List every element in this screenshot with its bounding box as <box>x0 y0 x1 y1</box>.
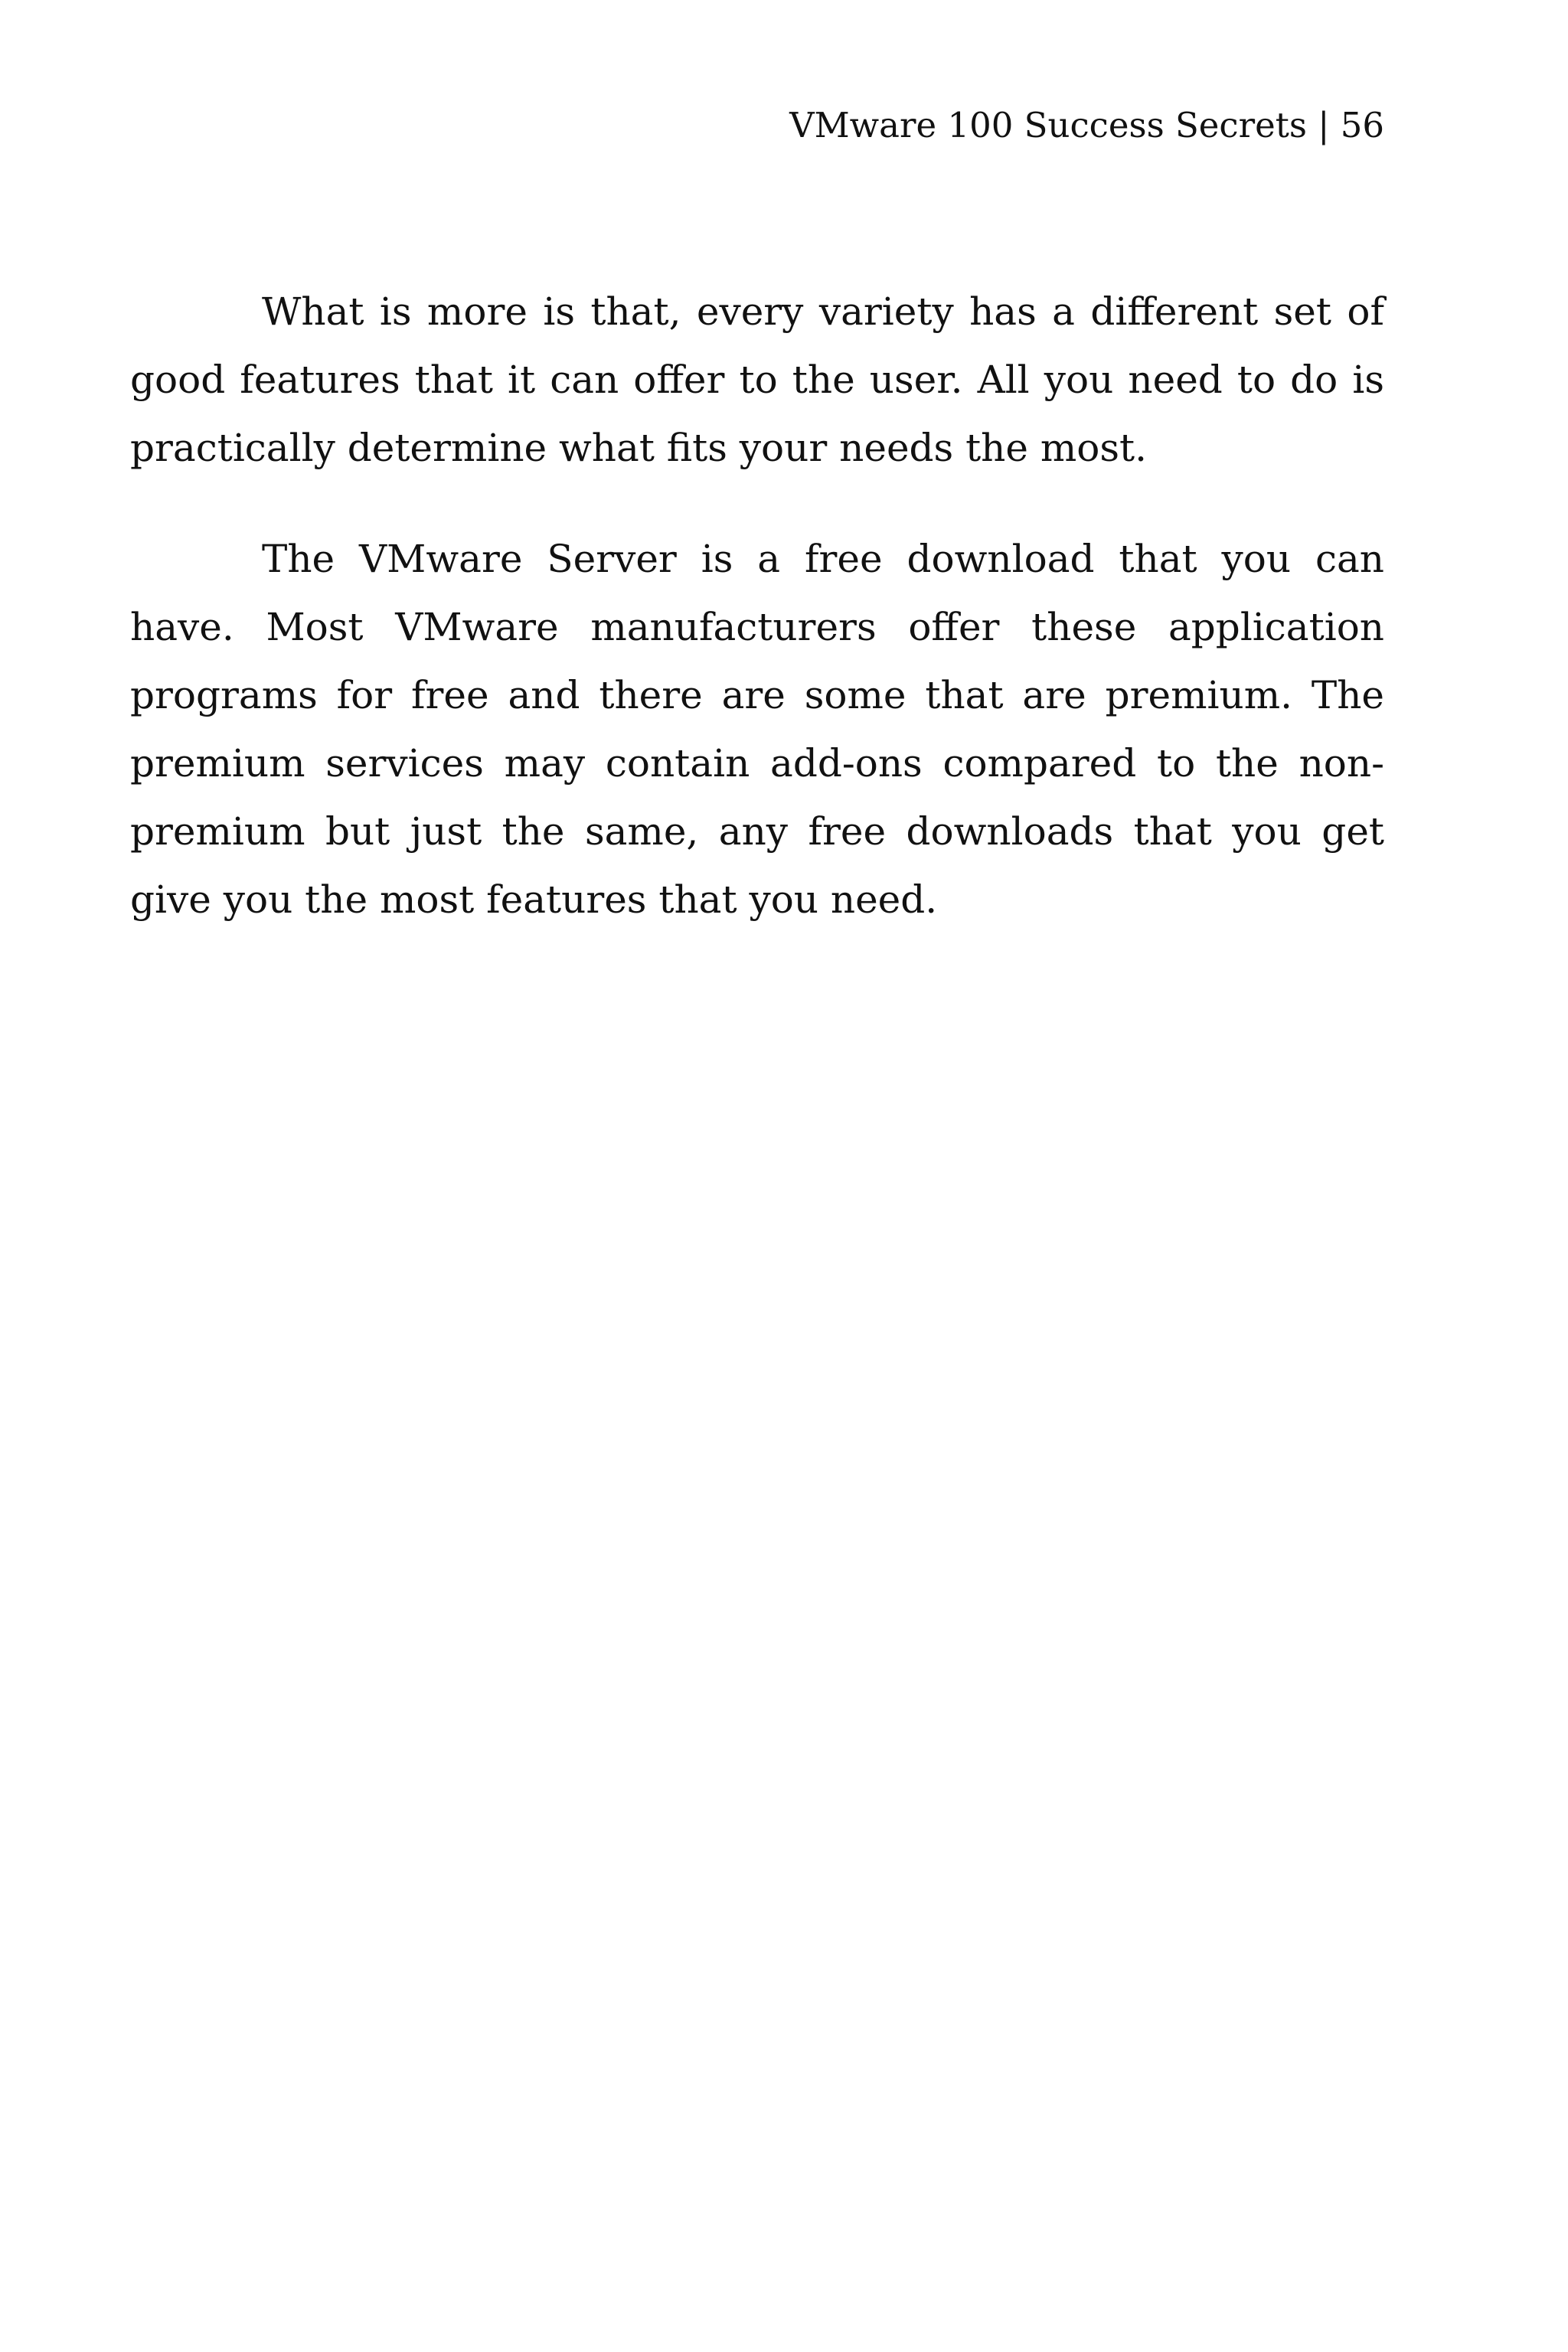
paragraph-2: The VMware Server is a free download that you can have. Most VMware manufacturers offer these application programs for free and there are some that are premium. The premium services may contain add-ons compared to the non-premium but just the same, any free downloads that you get give you the most features that you need. <box>130 537 1384 922</box>
running-header: VMware 100 Success Secrets | 56 <box>789 105 1384 145</box>
page-body <box>130 278 1384 977</box>
paragraph-1: What is more is that, every variety has a different set of good features that it can offer to the user. All you need to do is practically determine what fits your needs the most. <box>130 289 1384 470</box>
